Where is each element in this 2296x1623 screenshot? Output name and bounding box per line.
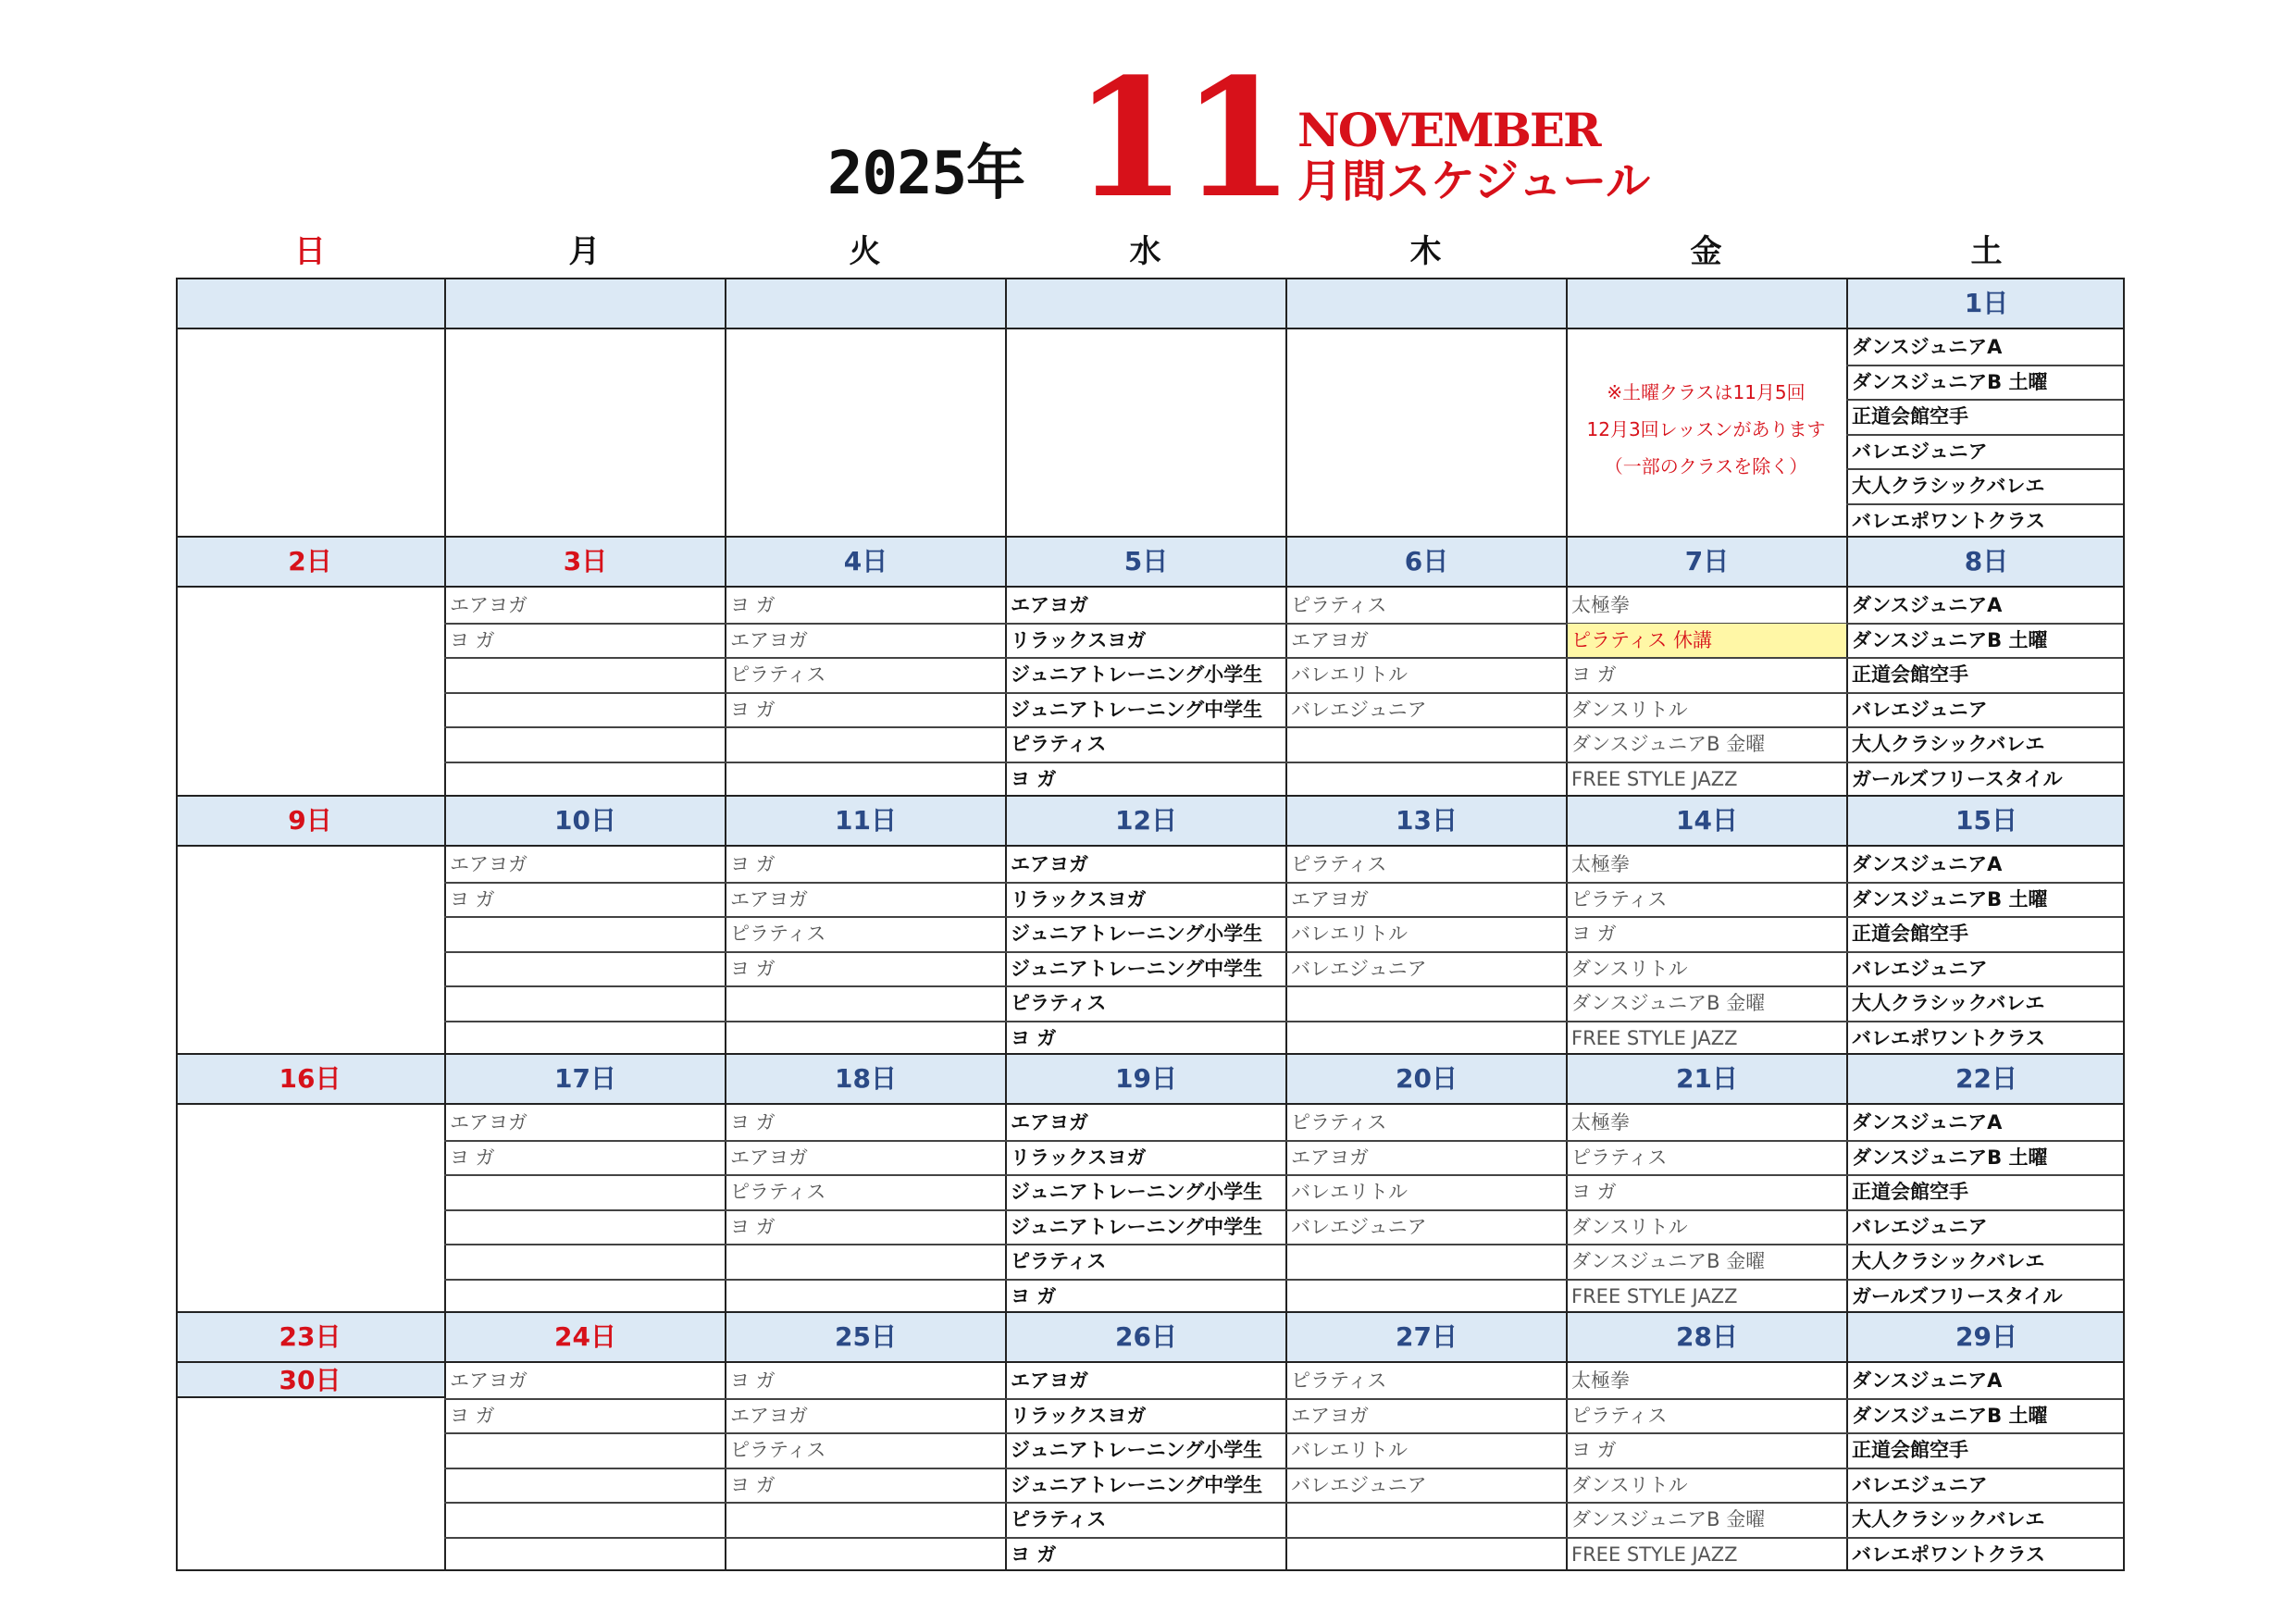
date-label: 26日 (1005, 1319, 1285, 1356)
class-entry: エアヨガ (1011, 1369, 1088, 1392)
saturday-class-note: （一部のクラスを除く） (1604, 455, 1808, 477)
class-entry: エアヨガ (1011, 1111, 1088, 1134)
class-entry: バレエジュニア (1852, 698, 1988, 721)
date-label: 17日 (444, 1060, 725, 1097)
weekday-wed: 水 (1129, 233, 1161, 270)
class-entry: ダンスジュニアB 土曜 (1852, 370, 2048, 393)
class-entry: ダンスジュニアA (1852, 336, 2003, 358)
class-entry: バレエリトル (1291, 1181, 1408, 1203)
class-entry: ヨ ガ (450, 1146, 495, 1169)
class-entry: ダンスジュニアA (1852, 853, 2003, 875)
class-entry: バレエジュニア (1852, 440, 1988, 463)
date-label: 21日 (1566, 1060, 1846, 1097)
date-label: 10日 (444, 802, 725, 839)
class-entry: ピラティス (1291, 1369, 1387, 1392)
date-label: 15日 (1846, 802, 2125, 839)
class-entry: ヨ ガ (730, 698, 776, 721)
date-label: 1日 (1846, 285, 2125, 322)
class-entry: エアヨガ (730, 1146, 808, 1169)
date-label: 2日 (288, 546, 332, 576)
class-entry: ジュニアトレーニング中学生 (1011, 957, 1263, 980)
class-entry: 正道会館空手 (1852, 405, 1968, 427)
class-entry: ガールズフリースタイル (1852, 767, 2063, 790)
date-label: 4日 (725, 543, 1005, 580)
class-entry: バレエポワントクラス (1852, 1542, 2045, 1566)
class-entry: ピラティス (1571, 1146, 1668, 1169)
class-entry: バレエジュニア (1852, 1473, 1988, 1496)
date-label: 11日 (725, 802, 1005, 839)
class-entry: 太極拳 (1571, 1111, 1630, 1134)
class-entry: バレエジュニア (1291, 1215, 1427, 1238)
class-entry: ピラティス (1571, 887, 1668, 911)
class-entry: ヨ ガ (730, 1215, 776, 1238)
class-entry: バレエジュニア (1852, 957, 1988, 980)
class-entry: FREE STYLE JAZZ (1571, 767, 1738, 790)
date-label: 29日 (1846, 1319, 2125, 1356)
class-entry: ピラティス (730, 1439, 826, 1461)
class-entry: ピラティス (1291, 594, 1387, 616)
class-entry: エアヨガ (730, 1404, 808, 1427)
class-entry: エアヨガ (1011, 853, 1088, 875)
class-entry: エアヨガ (450, 1369, 527, 1392)
class-entry: ピラティス (1011, 1250, 1107, 1272)
class-entry: ヨ ガ (450, 1404, 495, 1427)
class-entry: バレエリトル (1291, 663, 1408, 686)
class-entry: バレエポワントクラス (1852, 509, 2045, 532)
class-entry: 大人クラシックバレエ (1852, 475, 2045, 497)
month-english-name: NOVEMBER (1297, 103, 1600, 157)
class-entry: ピラティス (730, 663, 826, 686)
class-entry: エアヨガ (450, 594, 527, 616)
class-entry: ダンスジュニアB 金曜 (1571, 992, 1766, 1014)
class-entry: 大人クラシックバレエ (1852, 733, 2045, 755)
class-entry: バレエリトル (1291, 923, 1408, 945)
class-entry: ダンスジュニアB 土曜 (1852, 1404, 2048, 1427)
date-label: 13日 (1285, 802, 1566, 839)
class-entry: ダンスジュニアB 土曜 (1852, 887, 2048, 911)
class-entry: ジュニアトレーニング中学生 (1011, 1473, 1263, 1496)
class-entry: リラックスヨガ (1011, 628, 1147, 651)
class-entry: エアヨガ (1291, 887, 1369, 911)
class-entry: リラックスヨガ (1011, 1404, 1147, 1427)
class-entry: ピラティス (1291, 853, 1387, 875)
class-entry: 正道会館空手 (1852, 1439, 1968, 1461)
class-entry: ヨ ガ (1571, 663, 1617, 686)
date-label: 19日 (1005, 1060, 1285, 1097)
date-label: 20日 (1285, 1060, 1566, 1097)
class-entry: ヨ ガ (730, 1111, 776, 1134)
class-entry: バレエポワントクラス (1852, 1026, 2045, 1049)
class-entry: ヨ ガ (1571, 923, 1617, 945)
class-entry: ヨ ガ (730, 1473, 776, 1496)
weekday-tue: 火 (849, 233, 881, 270)
class-entry: 大人クラシックバレエ (1852, 1508, 2045, 1530)
class-entry: バレエジュニア (1291, 698, 1427, 721)
class-entry: バレエジュニア (1291, 1473, 1427, 1496)
class-entry: ダンスリトル (1571, 1215, 1688, 1238)
date-label: 14日 (1566, 802, 1846, 839)
class-entry: エアヨガ (1291, 1146, 1369, 1169)
saturday-class-note: 12月3回レッスンがあります (1586, 418, 1826, 440)
class-entry: ダンスジュニアB 金曜 (1571, 733, 1766, 755)
class-entry: 正道会館空手 (1852, 663, 1968, 686)
class-entry: ジュニアトレーニング中学生 (1011, 1215, 1263, 1238)
class-entry: 大人クラシックバレエ (1852, 992, 2045, 1014)
class-entry: ヨ ガ (450, 628, 495, 651)
class-entry: ヨ ガ (450, 887, 495, 911)
class-entry: エアヨガ (730, 628, 808, 651)
date-label: 5日 (1005, 543, 1285, 580)
class-entry: エアヨガ (1011, 594, 1088, 616)
class-entry: ピラティス (730, 923, 826, 945)
weekday-fri: 金 (1690, 233, 1722, 270)
class-entry: ダンスジュニアA (1852, 1369, 2003, 1392)
date-label: 12日 (1005, 802, 1285, 839)
date-label: 6日 (1285, 543, 1566, 580)
class-entry: FREE STYLE JAZZ (1571, 1284, 1738, 1307)
class-entry: ヨ ガ (1011, 1542, 1057, 1566)
class-entry: エアヨガ (450, 853, 527, 875)
date-label: 27日 (1285, 1319, 1566, 1356)
class-entry: ダンスリトル (1571, 698, 1688, 721)
weekday-thu: 木 (1409, 233, 1442, 270)
class-entry: ジュニアトレーニング小学生 (1011, 1439, 1263, 1461)
class-entry: エアヨガ (450, 1111, 527, 1134)
class-entry: エアヨガ (730, 887, 808, 911)
date-label: 23日 (279, 1321, 341, 1352)
class-entry: バレエジュニア (1852, 1215, 1988, 1238)
class-entry: 大人クラシックバレエ (1852, 1250, 2045, 1272)
year-label: 2025年 (827, 140, 1025, 208)
class-entry: ジュニアトレーニング小学生 (1011, 923, 1263, 945)
class-entry: ジュニアトレーニング小学生 (1011, 663, 1263, 686)
class-entry: ジュニアトレーニング中学生 (1011, 698, 1263, 721)
date-label: 22日 (1846, 1060, 2125, 1097)
class-entry: バレエジュニア (1291, 957, 1427, 980)
class-entry: 太極拳 (1571, 1369, 1630, 1392)
class-entry: エアヨガ (1291, 1404, 1369, 1427)
class-entry: 正道会館空手 (1852, 1181, 1968, 1203)
class-entry: エアヨガ (1291, 628, 1369, 651)
date-label: 24日 (444, 1319, 725, 1356)
class-entry: ダンスリトル (1571, 1473, 1688, 1496)
date-label: 7日 (1566, 543, 1846, 580)
class-entry: ピラティス (730, 1181, 826, 1203)
class-entry: ピラティス (1011, 1508, 1107, 1530)
saturday-class-note: ※土曜クラスは11月5回 (1607, 381, 1806, 403)
class-entry: ピラティス (1291, 1111, 1387, 1134)
class-entry: ダンスジュニアA (1852, 1111, 2003, 1134)
class-entry: 太極拳 (1571, 853, 1630, 875)
class-entry: リラックスヨガ (1011, 1146, 1147, 1169)
class-entry: 太極拳 (1571, 594, 1630, 616)
weekday-sun: 日 (294, 233, 326, 270)
class-entry: ダンスリトル (1571, 957, 1688, 980)
class-entry: リラックスヨガ (1011, 887, 1147, 911)
calendar-header (0, 0, 2296, 234)
class-entry: ヨ ガ (1571, 1439, 1617, 1461)
class-entry: ヨ ガ (730, 594, 776, 616)
date-label: 28日 (1566, 1319, 1846, 1356)
class-entry: ヨ ガ (1011, 1284, 1057, 1307)
weekday-mon: 月 (568, 233, 601, 270)
class-entry: ヨ ガ (730, 957, 776, 980)
class-entry: ヨ ガ (730, 853, 776, 875)
date-label: 9日 (288, 805, 332, 836)
class-entry: ダンスジュニアB 金曜 (1571, 1250, 1766, 1272)
class-entry: 正道会館空手 (1852, 923, 1968, 945)
schedule-title: 月間スケジュール (1297, 155, 1651, 207)
weekday-sat: 土 (1970, 233, 2003, 270)
class-entry: ピラティス (1011, 733, 1107, 755)
class-entry: ヨ ガ (1571, 1181, 1617, 1203)
class-entry: FREE STYLE JAZZ (1571, 1026, 1738, 1049)
class-entry: ダンスジュニアB 土曜 (1852, 1146, 2048, 1169)
class-entry: ヨ ガ (1011, 767, 1057, 790)
class-entry: ダンスジュニアB 土曜 (1852, 628, 2048, 651)
date-label: 18日 (725, 1060, 1005, 1097)
class-entry: ヨ ガ (1011, 1026, 1057, 1049)
date-label: 25日 (725, 1319, 1005, 1356)
class-entry: ピラティス (1011, 992, 1107, 1014)
class-entry: ピラティス 休講 (1568, 624, 1846, 657)
class-entry: ピラティス (1571, 1404, 1668, 1427)
date-label: 30日 (176, 1363, 444, 1398)
class-entry: ヨ ガ (730, 1369, 776, 1392)
class-entry: ガールズフリースタイル (1852, 1284, 2063, 1307)
class-entry: FREE STYLE JAZZ (1571, 1542, 1738, 1566)
date-label: 16日 (279, 1063, 341, 1094)
date-label: 8日 (1846, 543, 2125, 580)
calendar-border (176, 278, 2125, 1571)
class-entry: ダンスジュニアA (1852, 594, 2003, 616)
month-number: 11 (1074, 43, 1289, 234)
class-entry: バレエリトル (1291, 1439, 1408, 1461)
date-label: 3日 (444, 543, 725, 580)
class-entry: ダンスジュニアB 金曜 (1571, 1508, 1766, 1530)
class-entry: ジュニアトレーニング小学生 (1011, 1181, 1263, 1203)
